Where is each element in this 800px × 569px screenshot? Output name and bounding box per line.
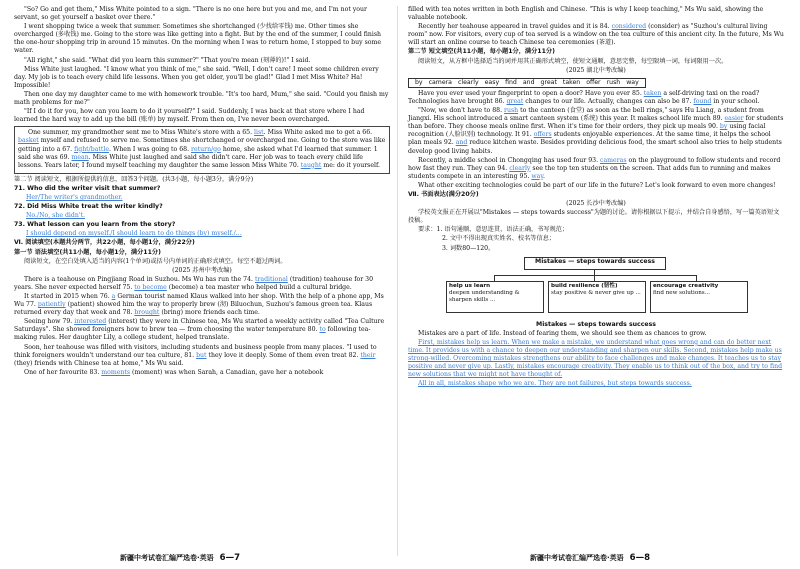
answer-75: to become <box>134 283 167 291</box>
answer-93: cameras <box>600 156 627 164</box>
paragraph: filled with tea notes written in both English and Chinese. "This is why I keep teaching," Ms Wu said, showing the valuable notebook. <box>408 6 764 22</box>
answer-68: return/go <box>191 145 221 153</box>
answer-71: Her/The writer's grandmother. <box>26 193 123 201</box>
answer-67: fight/battle <box>74 145 110 153</box>
answer-69: mean <box>71 153 89 161</box>
paragraph: Soon, her teahouse was filled with visitors, including students and business people from many places. "I used to think foreigners wouldn't understand our tea culture, 81. but they love it deeply. Some of them even treat 82. their (they) friends with Chinese tea at home," Ms Wu said. <box>14 343 377 367</box>
paragraph: It started in 2015 when 76. a German tourist named Klaus walked into her shop. With the help of a phone app, Ms Wu 77. patiently (patient) showed him the way to properly brew (沏) Biluochun, Suzhou's famous green tea. Klaus returned every day that week and 78. brought (bring) more friends each time. <box>14 293 384 317</box>
summary-text: One summer, my grandmother sent me to Miss White's store with a 65. list. Miss White asked me to get a 66. basket myself and refused to serve me. Sometimes she shortchanged or overcharged me. Going to the store was like getting into a 67. fight/battle. When I was going to 68. return/go home, she asked what I'd learned that summer. 1 said she was 69. mean. Miss White just laughed and said she didn't care. Her job was to teach every child life lessons. Years later, I found myself teaching my daughter the same lesson Miss White 70. taught me: do it yourself. <box>18 129 386 169</box>
paragraph: Have you ever used your fingerprint to open a door? Have you ever 85. taken a self-driving taxi on the road? Technologies have brought 86. great changes to our life. Actually, changes can also be 87. found in your school. <box>408 89 760 105</box>
paragraph: "If I do it for you, how can you learn to do it yourself?" I said. Suddenly, I was back at that store where I had learned the hard way to add up the bill (账单) by myself. From then on, I've never been overcharged. <box>14 108 365 124</box>
answer-92: and <box>455 139 468 147</box>
mind-map <box>446 257 746 319</box>
page-number: 6—8 <box>629 553 651 563</box>
answer-81: but <box>196 351 207 359</box>
column-divider <box>397 6 398 556</box>
answer-91: offers <box>533 131 552 139</box>
paragraph: What other exciting technologies could be part of our life in the future? Let's look forward to even more changes! <box>418 181 776 189</box>
answer-95: way <box>531 172 544 180</box>
answer-85: taken <box>643 89 662 97</box>
task-requirement: 3. 词数80—120。 <box>442 244 495 252</box>
mind-map-title: Mistakes — steps towards success <box>524 257 666 270</box>
answer-82: their <box>360 351 376 359</box>
answer-74: traditional <box>254 275 288 283</box>
answer-94: clearly <box>509 164 531 172</box>
instructions: 阅读短文，从方框中选择适当的词并用其正确形式填空，使短文通顺，意思完整，每空限填一词，每词限用一次。 <box>418 57 728 65</box>
source-note: (2025 湖北中考改编) <box>566 66 626 74</box>
summary-box <box>14 126 390 173</box>
page-footer-right: 新疆中考试卷汇编严选卷·英语 6—8 <box>530 553 651 563</box>
right-column <box>408 6 784 389</box>
answer-86: great <box>506 97 524 105</box>
source-note: (2025 苏州中考改编) <box>172 266 232 274</box>
paragraph: Miss White just laughed. "I know what you think of me," she said. "Well, I don't care! I meet some children every day. My job is to teach every child life lessons. When you get older, you'll be glad!" Glad I met Miss White? Ha! Impossible! <box>14 65 379 89</box>
essay-title: Mistakes — steps towards success <box>536 320 656 328</box>
answer-79: interested <box>74 318 107 326</box>
answer-77: patiently <box>37 301 66 309</box>
paragraph: "So? Go and get them," Miss White pointed to a sign. "There is no one here but you and me, and I'm not your servant, so get yourself a basket over there." <box>14 6 367 22</box>
answer-84: considered <box>611 23 647 31</box>
answer-70: taught <box>300 161 322 169</box>
task-description: 学校英文报正在开展以"Mistakes — steps towards success"为题的讨论。请你根据以下提示，并结合自身感悟，写一篇英语短文投稿。 <box>408 209 780 225</box>
essay-intro: Mistakes are a part of life. Instead of fearing them, we should see them as chances to grow. <box>418 329 707 337</box>
section-heading: Ⅶ. 书面表达(满分20分) <box>408 190 479 198</box>
section-heading: Ⅵ. 阅读填空(本题共分两节，共22小题，每小题1分，满分22分) <box>14 239 195 247</box>
page-number: 6—7 <box>219 553 241 563</box>
paragraph: I went shopping twice a week that summer. Sometimes she shortchanged (少找给零钱) me. Other times she overcharged (多收钱) me. Going to the store was like getting into a fight. But by the end of the summer, I could finish the one-hour shopping trip in around 15 minutes. On the morning when I was to return home, I stopped to buy some water. <box>14 23 382 55</box>
answer-87: found <box>693 97 712 105</box>
paragraph: Then one day my daughter came to me with homework trouble. "It's too hard, Mum," she said. "Could you finish my math problems for me?" <box>14 90 389 107</box>
answer-76: a <box>111 293 116 300</box>
source-note: (2025 长沙中考改编) <box>566 200 626 208</box>
mind-map-branch: encourage creativity find new solutions... <box>650 281 748 313</box>
subsection-heading: 第二节 短文填空(共11小题，每小题1分，满分11分) <box>408 48 555 56</box>
answer-73: I should depend on myself./I should learn to do things (by) myself./… <box>26 230 242 238</box>
answer-72: No./No, she didn't. <box>26 212 85 220</box>
answer-90: by <box>719 123 728 131</box>
mind-map-branch: build resilience (韧性) stay positive & never give up ... <box>548 281 646 313</box>
essay-body: First, mistakes help us learn. When we make a mistake, we understand what goes wrong and can do better next time. It provides us with a chance to deepen our understanding and sharpen our skills. Second, mistakes help make us strong-willed. Overcoming mistakes strengthens our ability to face challenges and make changes. It teaches us to stay positive and never give up. Lastly, mistakes encourage creativity. They enable us to think out of the box, and try to find new solutions that we might not have thought of. <box>408 338 783 379</box>
instructions: 阅读短文，在空白处填入适当的内容(1个单词)或括号内单词的正确形式填空。每空不超过两词。 <box>24 257 287 265</box>
question-73: 73. What lesson can you learn from the story? <box>14 221 176 229</box>
mind-map-branch: help us learn deepen understanding & sharpen skills ... <box>446 281 544 313</box>
essay-conclusion: All in all, mistakes shape who we are. They are not failures, but steps towards success. <box>418 380 692 388</box>
question-71: 71. Who did the writer visit that summer? <box>14 184 161 192</box>
paragraph: "Now, we don't have to 88. rush to the canteen (食堂) as soon as the bell rings," says Hu Liang, a student from Jiangxi. His school introduced a smart canteen system (系统) this year. It makes school life much 89. easier for students than before. They choose meals online first. When it's time for their orders, they pick up meals 90. by using facial recognition (人脸识别) technology. It 91. offers students enjoyable experiences. At the same time, it helps the school plan meals 92. and reduce kitchen waste. Besides providing delicious food, the smart school also tries to help students develop good living habits. <box>408 107 784 155</box>
answer-89: easier <box>724 115 744 123</box>
paragraph: There is a teahouse on Pingjiang Road in Suzhou. Ms Wu has run the 74. traditional (tradition) teahouse for 30 years. She never expected herself 75. to become (become) a tea master who helped build a cultural bridge. <box>14 275 374 291</box>
left-column <box>14 6 390 378</box>
paragraph: Recently her teahouse appeared in travel guides and it is 84. considered (consider) as "Suzhou's cultural living room" now. For visitors, every cup of tea served is a window on the tea culture of this ancient city. In the future, Ms Wu will start an online course to teach Chinese tea ceremonies (茶道). <box>408 23 784 47</box>
answer-83: moments <box>101 368 131 376</box>
task-requirement: 要求：1. 语句通顺，意思连贯，语法正确，书写规范； <box>418 226 569 234</box>
paragraph: Seeing how 79. interested (interest) they were in Chinese tea, Ms Wu started a weekly activity called "Tea Culture Saturdays". She showed foreigners how to brew tea — from choosing the water temperature 80. to following tea-making rules. Her daughter Lily, a college student, helped translate. <box>14 318 385 342</box>
subsection-heading: 第一节 语法填空(共11小题，每小题1分，满分11分) <box>14 248 161 256</box>
paragraph: One of her favourite 83. moments (moment) was when Sarah, a Canadian, gave her a notebook <box>24 368 324 376</box>
answer-88: rush <box>504 107 519 115</box>
word-bank: by camera clearly easy find and great taken offer rush way <box>408 78 646 88</box>
answer-65: list <box>254 129 264 137</box>
task-requirement: 2. 文中不得出现真实姓名、校名等信息； <box>442 235 556 243</box>
section-heading: 第二节 阅读短文，根据所提供的信息，回答3个问题。(共3小题，每小题3分，满分9分) <box>14 175 254 183</box>
page-footer-left: 新疆中考试卷汇编严选卷·英语 6—7 <box>120 553 241 563</box>
paragraph: Recently, a middle school in Chongqing has used four 93. cameras on the playground to follow students and record how fast they run. They can 94. clearly see the top ten students on the screen. That adds fun to running and makes students compete in an interesting 95. way. <box>408 156 781 180</box>
answer-80: to <box>319 326 326 334</box>
answer-66: basket <box>18 137 39 145</box>
paragraph: "All right," she said. "What did you learn this summer?" "That you're mean (刻薄的)!" I said. <box>24 56 311 64</box>
answer-78: brought <box>134 309 160 317</box>
question-72: 72. Did Miss White treat the writer kindly? <box>14 203 163 211</box>
